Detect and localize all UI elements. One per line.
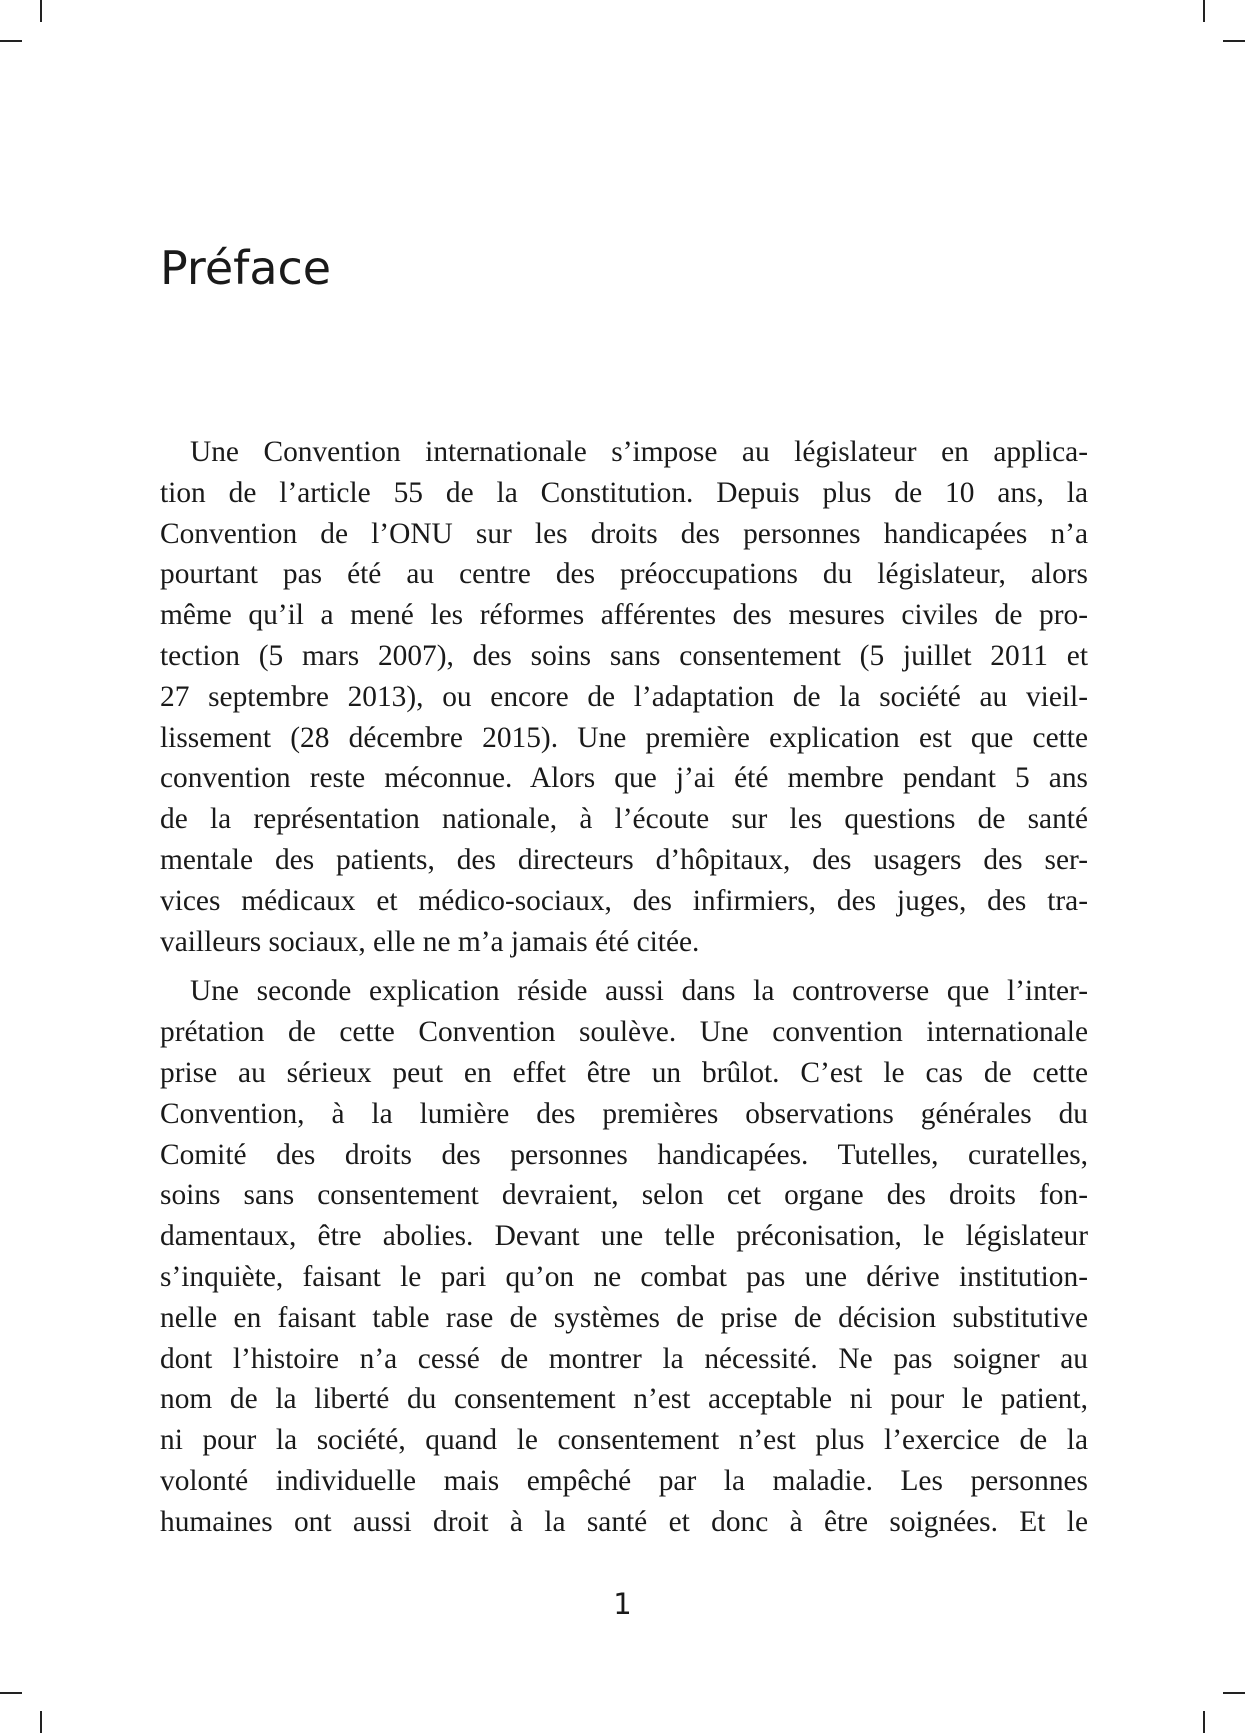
crop-mark-top-left-vertical (40, 0, 42, 22)
text-line: prise au sérieux peut en effet être un brûlot. C’est le cas de cette (160, 1056, 1088, 1089)
text-line: de la représentation nationale, à l’écoute sur les questions de santé (160, 803, 1088, 836)
crop-mark-top-left-horizontal (0, 40, 22, 42)
text-line: nelle en faisant table rase de systèmes de prise de décision substitutive (160, 1301, 1088, 1334)
text-line: damentaux, être abolies. Devant une telle préconisation, le législateur (160, 1220, 1088, 1253)
paragraph-1 (160, 432, 1088, 962)
crop-mark-top-right-vertical (1203, 0, 1205, 22)
text-line: volonté individuelle mais empêché par la maladie. Les personnes (160, 1464, 1088, 1497)
text-line: vices médicaux et médico-sociaux, des infirmiers, des juges, des tra- (160, 884, 1088, 917)
text-line: dont l’histoire n’a cessé de montrer la nécessité. Ne pas soigner au (160, 1342, 1088, 1375)
text-line: tection (5 mars 2007), des soins sans consentement (5 juillet 2011 et (160, 639, 1088, 672)
crop-mark-bottom-right-vertical (1203, 1711, 1205, 1733)
text-line: s’inquiète, faisant le pari qu’on ne combat pas une dérive institution- (160, 1260, 1088, 1293)
crop-mark-bottom-left-horizontal (0, 1692, 22, 1694)
text-line: pourtant pas été au centre des préoccupations du législateur, alors (160, 558, 1088, 591)
body-text (160, 432, 1088, 1543)
text-line: nom de la liberté du consentement n’est acceptable ni pour le patient, (160, 1383, 1088, 1416)
crop-mark-top-right-horizontal (1223, 40, 1245, 42)
text-line: soins sans consentement devraient, selon cet organe des droits fon- (160, 1179, 1088, 1212)
text-line: ni pour la société, quand le consentement n’est plus l’exercice de la (160, 1424, 1088, 1457)
text-line: Comité des droits des personnes handicapées. Tutelles, curatelles, (160, 1138, 1088, 1171)
text-line: Une Convention internationale s’impose au législateur en applica- (190, 436, 1088, 468)
text-line: humaines ont aussi droit à la santé et donc à être soignées. Et le (160, 1505, 1088, 1538)
crop-mark-bottom-right-horizontal (1223, 1692, 1245, 1694)
page-number: 1 (613, 1587, 632, 1621)
text-line: vailleurs sociaux, elle ne m’a jamais été citée. (160, 925, 700, 958)
text-line: Convention de l’ONU sur les droits des personnes handicapées n’a (160, 517, 1088, 550)
paragraph-2 (160, 971, 1088, 1542)
crop-mark-bottom-left-vertical (40, 1711, 42, 1733)
text-line: même qu’il a mené les réformes afférentes des mesures civiles de pro- (160, 599, 1088, 632)
text-line: convention reste méconnue. Alors que j’ai été membre pendant 5 ans (160, 762, 1088, 795)
text-line: prétation de cette Convention soulève. Une convention internationale (160, 1016, 1088, 1049)
page-title: Préface (160, 241, 332, 295)
text-line: 27 septembre 2013), ou encore de l’adaptation de la société au vieil- (160, 680, 1088, 713)
text-line: Une seconde explication réside aussi dans la controverse que l’inter- (190, 975, 1088, 1008)
text-line: tion de l’article 55 de la Constitution. Depuis plus de 10 ans, la (160, 476, 1088, 509)
text-line: mentale des patients, des directeurs d’hôpitaux, des usagers des ser- (160, 843, 1088, 876)
text-line: lissement (28 décembre 2015). Une première explication est que cette (160, 721, 1088, 754)
text-line: Convention, à la lumière des premières observations générales du (160, 1097, 1088, 1130)
